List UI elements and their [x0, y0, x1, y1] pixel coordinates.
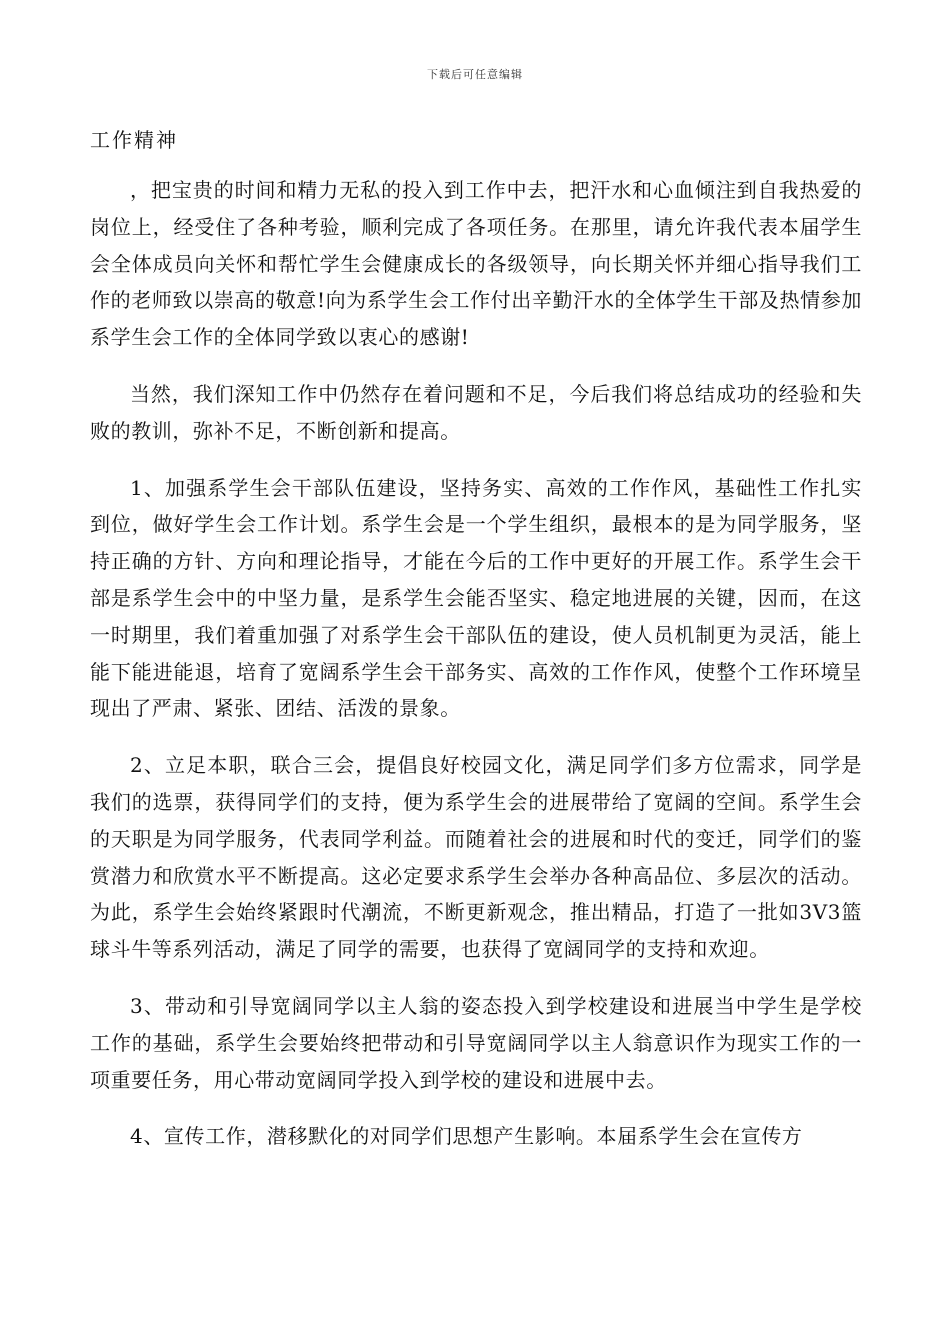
paragraph-shortcomings: 当然，我们深知工作中仍然存在着问题和不足，今后我们将总结成功的经验和失败的教训，弥补不足，不断创新和提高。: [90, 381, 862, 443]
paragraph-item-1: 1、加强系学生会干部队伍建设，坚持务实、高效的工作作风，基础性工作扎实到位，做好学生会工作计划。系学生会是一个学生组织，最根本的是为同学服务，坚持正确的方针、方向和理论指导，才能在今后的工作中更好的开展工作。系学生会干部是系学生会中的中坚力量，是系学生会能否坚实、稳定地进展的关键，因而，在这一时期里，我们着重加强了对系学生会干部队伍的建设，使人员机制更为灵活，能上能下能进能退，培育了宽阔系学生会干部务实、高效的工作作风，使整个工作环境呈现出了严肃、紧张、团结、活泼的景象。: [90, 475, 862, 721]
paragraph-item-3: 3、带动和引导宽阔同学以主人翁的姿态投入到学校建设和进展当中学生是学校工作的基础，系学生会要始终把带动和引导宽阔同学以主人翁意识作为现实工作的一项重要任务，用心带动宽阔同学投入到学校的建设和进展中去。: [90, 993, 862, 1092]
paragraph-thanks: ，把宝贵的时间和精力无私的投入到工作中去，把汗水和心血倾注到自我热爱的岗位上，经受住了各种考验，顺利完成了各项任务。在那里，请允许我代表本届学生会全体成员向关怀和帮忙学生会健康成长的各级领导，向长期关怀并细心指导我们工作的老师致以崇高的敬意!向为系学生会工作付出辛勤汗水的全体学生干部及热情参加系学生会工作的全体同学致以衷心的感谢!: [90, 178, 862, 350]
paragraph-item-4: 4、宣传工作，潜移默化的对同学们思想产生影响。本届系学生会在宣传方: [130, 1124, 803, 1149]
document-body: [90, 172, 862, 1175]
document-title: 工作精神: [90, 128, 178, 152]
page-header-note: 下载后可任意编辑: [427, 68, 523, 81]
paragraph-item-2: 2、立足本职，联合三会，提倡良好校园文化，满足同学们多方位需求，同学是我们的选票，获得同学们的支持，便为系学生会的进展带给了宽阔的空间。系学生会的天职是为同学服务，代表同学利益。而随着社会的进展和时代的变迁，同学们的鉴赏潜力和欣赏水平不断提高。这必定要求系学生会举办各种高品位、多层次的活动。为此，系学生会始终紧跟时代潮流，不断更新观念，推出精品，打造了一批如3V3篮球斗牛等系列活动，满足了同学的需要，也获得了宽阔同学的支持和欢迎。: [90, 753, 862, 962]
